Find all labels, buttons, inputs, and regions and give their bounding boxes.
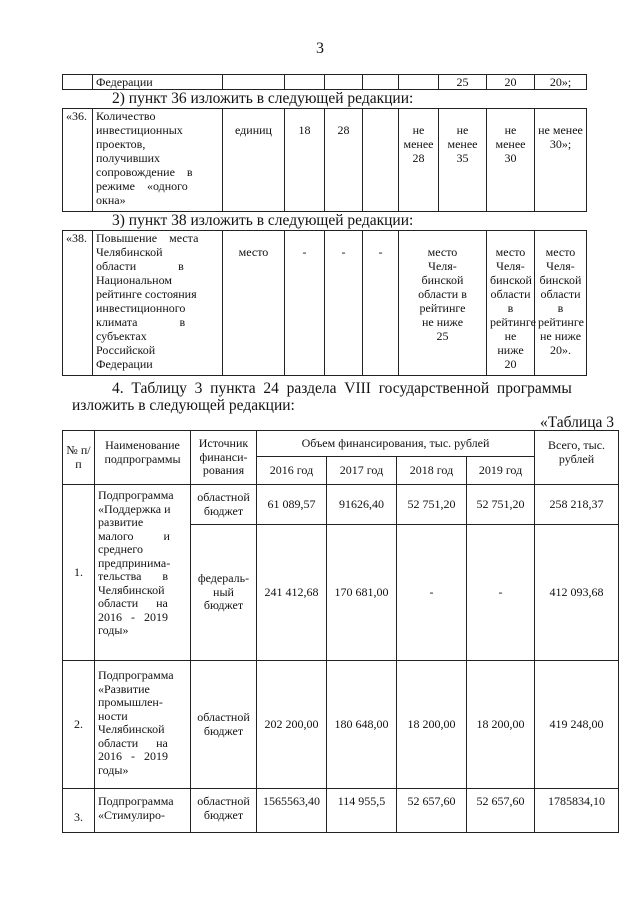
row-number: 2.: [63, 661, 95, 789]
table-cell: [325, 75, 363, 90]
value-cell: не менее 35: [439, 109, 487, 212]
text-line: климата в: [96, 315, 186, 329]
text-line: субъектах: [96, 329, 147, 343]
value-cell: [487, 231, 535, 376]
table-row: [63, 231, 587, 376]
value-cell: -: [325, 231, 363, 376]
text-line: тельства в: [98, 569, 169, 583]
text-line: «Поддержка и: [98, 501, 171, 516]
row-name: [95, 661, 191, 789]
total-cell: 258 218,37: [535, 485, 619, 525]
indicators-table: [62, 74, 587, 90]
source-cell: областной бюджет: [191, 661, 257, 789]
text-line: области в: [540, 287, 581, 315]
table-row: [63, 661, 619, 789]
text-line: место: [495, 245, 526, 259]
header-year: 2019 год: [467, 457, 535, 485]
text-line: Челя-: [428, 259, 457, 273]
value-cell: 202 200,00: [257, 661, 327, 789]
text-line: место: [545, 245, 576, 259]
text-line: Национальном: [96, 273, 172, 287]
total-cell: 412 093,68: [535, 525, 619, 661]
header-year: 2018 год: [397, 457, 467, 485]
unit-cell: место: [223, 231, 285, 376]
text-line: «Стимулиро-: [98, 807, 165, 822]
table-cell: [363, 109, 399, 212]
text-line: Повышение места: [96, 231, 199, 245]
text-line: не ниже: [497, 329, 524, 357]
text-line: сопровождение в: [96, 165, 193, 179]
row-name: [93, 231, 223, 376]
row-name: [93, 109, 223, 212]
text-line: Челя-: [496, 259, 525, 273]
value-cell: 18: [285, 109, 325, 212]
text-line: предпринима-: [98, 555, 171, 570]
table-row: [63, 485, 619, 525]
unit-cell: единиц: [223, 109, 285, 212]
text-line: инвестиционных: [96, 123, 183, 137]
header-source: Источник финанси-рования: [191, 431, 257, 485]
text-line: режиме «одного: [96, 179, 188, 193]
header-year: 2016 год: [257, 457, 327, 485]
text-line: Челябинской: [96, 245, 163, 259]
value-cell: 28: [325, 109, 363, 212]
value-cell: 18 200,00: [397, 661, 467, 789]
text-line: области в: [96, 259, 184, 273]
value-cell: 52 751,20: [397, 485, 467, 525]
text-line: 20: [504, 357, 517, 371]
table-row: [63, 789, 619, 833]
row-number: 1.: [63, 485, 95, 661]
paragraph-3: 3) пункт 38 изложить в следующей редакции:: [112, 212, 414, 229]
indicators-table-38: [62, 230, 587, 376]
text-line: не ниже: [539, 329, 582, 343]
text-line: Российской: [96, 343, 156, 357]
text-line: области на: [98, 596, 168, 610]
source-cell: областной бюджет: [191, 485, 257, 525]
table-row: [63, 75, 587, 90]
value-cell: 61 089,57: [257, 485, 327, 525]
table-cell: [63, 75, 93, 90]
text-line: Подпрограмма: [98, 488, 174, 502]
text-line: получивших: [96, 151, 161, 165]
header-num: № п/п: [63, 431, 95, 485]
source-cell: федераль-ный бюджет: [191, 525, 257, 661]
table-row: [63, 109, 587, 212]
header-total: Всего, тыс. рублей: [535, 431, 619, 485]
source-cell: областной бюджет: [191, 789, 257, 833]
value-cell: не менее 30»;: [535, 109, 587, 212]
page-number: 3: [316, 40, 324, 57]
value-cell: [399, 231, 487, 376]
text-line: Челябинской: [98, 582, 165, 597]
value-cell: -: [363, 231, 399, 376]
value-cell: 52 657,60: [397, 789, 467, 833]
value-cell: -: [285, 231, 325, 376]
text-line: бинской: [490, 273, 532, 287]
text-line: рейтинге: [538, 315, 584, 329]
table-caption: «Таблица 3: [539, 414, 614, 431]
text-line: ности: [98, 708, 128, 723]
value-cell: 241 412,68: [257, 525, 327, 661]
text-line: области на: [98, 735, 168, 750]
row-number: 3.: [63, 789, 95, 833]
text-line: Челябинской: [98, 722, 165, 736]
text-line: Подпрограмма: [98, 668, 174, 682]
text-line: развитие: [98, 515, 144, 529]
text-line: место: [427, 245, 458, 259]
value-cell: 170 681,00: [327, 525, 397, 661]
table-cell: [399, 75, 439, 90]
value-cell: 1565563,40: [257, 789, 327, 833]
row-name: [95, 485, 191, 661]
paragraph-4-cont: изложить в следующей редакции:: [72, 397, 295, 414]
row-label: Федерации: [93, 75, 223, 90]
text-line: бинской: [539, 273, 582, 287]
text-line: окна»: [96, 193, 126, 207]
text-line: годы»: [98, 762, 129, 777]
value-cell: 52 751,20: [467, 485, 535, 525]
text-line: годы»: [98, 623, 129, 637]
text-line: Количество: [96, 109, 156, 123]
text-line: рейтинге: [490, 315, 536, 329]
table-cell: 20: [487, 75, 535, 90]
row-number: «38.: [63, 231, 93, 376]
text-line: рейтинге: [419, 301, 466, 315]
table-cell: [285, 75, 325, 90]
text-line: 25: [436, 329, 449, 343]
table-header-row: [63, 431, 619, 457]
value-cell: не менее 30: [487, 109, 535, 212]
financing-table: [62, 430, 619, 833]
text-line: «Развитие: [98, 681, 150, 696]
value-cell: [535, 231, 587, 376]
text-line: рейтинге состояния: [96, 287, 197, 301]
text-line: малого и: [98, 528, 170, 543]
table-cell: 25: [439, 75, 487, 90]
value-cell: -: [467, 525, 535, 661]
paragraph-4: 4. Таблицу 3 пункта 24 раздела VIII государственной программы: [112, 380, 572, 397]
text-line: Подпрограмма: [98, 794, 174, 808]
text-line: Федерации: [96, 357, 153, 371]
total-cell: 419 248,00: [535, 661, 619, 789]
text-line: среднего: [98, 542, 143, 556]
text-line: промышлен-: [98, 695, 163, 709]
header-volume: Объем финансирования, тыс. рублей: [257, 431, 535, 457]
value-cell: 180 648,00: [327, 661, 397, 789]
value-cell: 52 657,60: [467, 789, 535, 833]
header-year: 2017 год: [327, 457, 397, 485]
header-name: Наименование подпрограммы: [95, 431, 191, 485]
table-cell: 20»;: [535, 75, 587, 90]
text-line: 2016 - 2019: [98, 749, 168, 763]
row-name: [95, 789, 191, 833]
text-line: Челя-: [546, 259, 575, 273]
text-line: области в: [490, 287, 531, 315]
paragraph-2: 2) пункт 36 изложить в следующей редакции:: [112, 90, 414, 107]
row-number: «36.: [63, 109, 93, 212]
text-line: 2016 - 2019: [98, 609, 168, 624]
value-cell: не менее 28: [399, 109, 439, 212]
value-cell: 18 200,00: [467, 661, 535, 789]
table-cell: [223, 75, 285, 90]
text-line: бинской: [421, 273, 464, 287]
table-cell: [363, 75, 399, 90]
value-cell: -: [397, 525, 467, 661]
value-cell: 114 955,5: [327, 789, 397, 833]
text-line: области в: [418, 287, 467, 301]
text-line: проектов,: [96, 137, 146, 151]
value-cell: 91626,40: [327, 485, 397, 525]
text-line: 20».: [550, 343, 571, 357]
text-line: инвестиционного: [96, 301, 186, 315]
text-line: не ниже: [421, 315, 464, 329]
indicators-table-36: [62, 108, 587, 212]
total-cell: 1785834,10: [535, 789, 619, 833]
